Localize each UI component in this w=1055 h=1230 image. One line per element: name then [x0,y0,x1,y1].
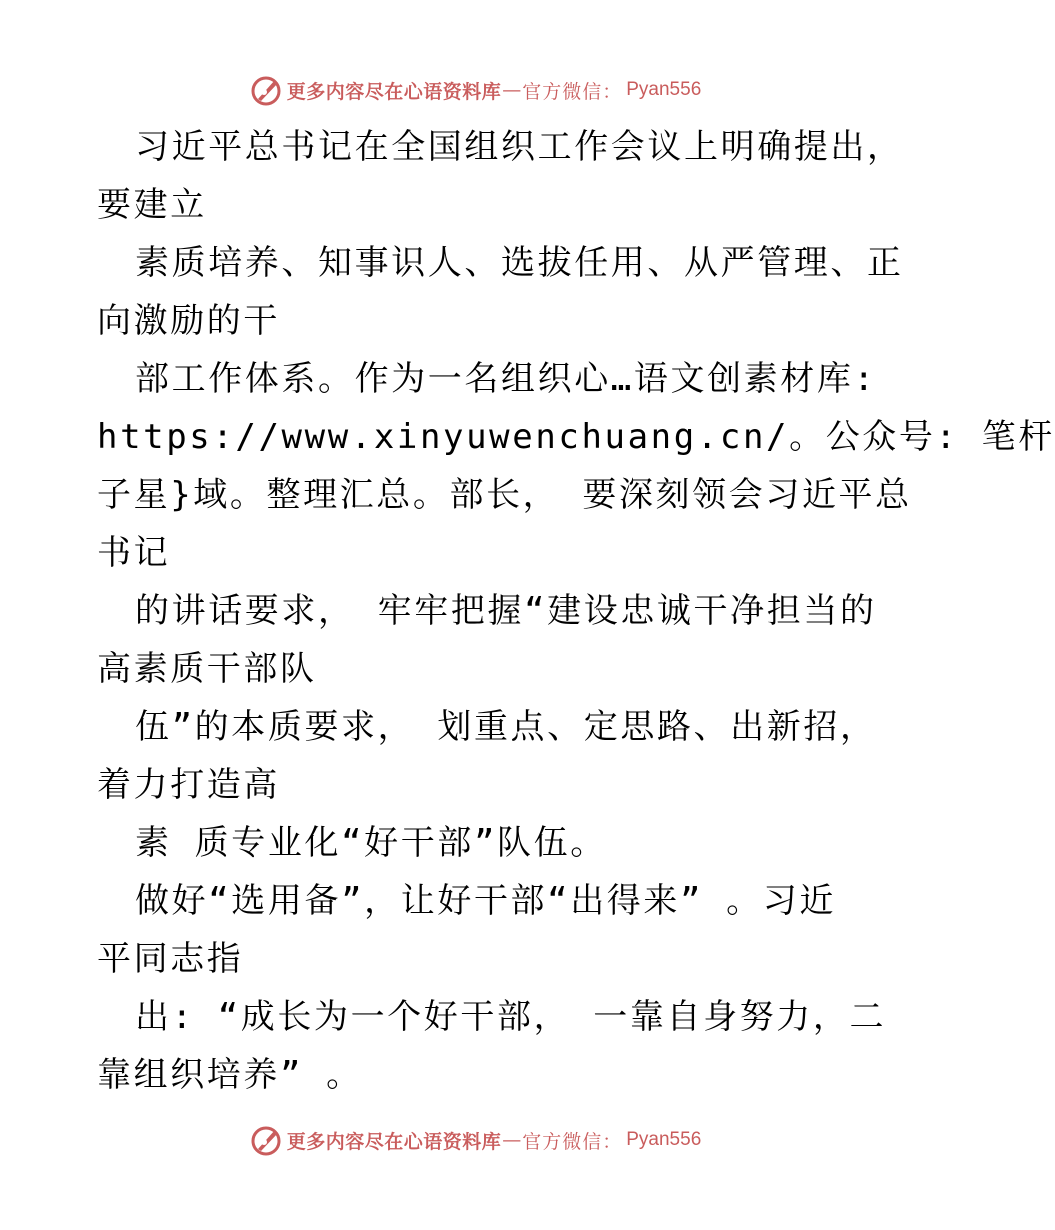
body-line: 出: “成长为一个好干部， 一靠自身努力，二 [135,997,887,1037]
banner-wechat-label: 官方微信： [522,1130,623,1153]
body-line: 着力打造高 [97,765,280,805]
banner-wechat-label: 官方微信： [522,80,623,103]
body-line: 要建立 [97,185,207,225]
body-line: 向激励的干 [97,301,280,341]
body-line: 子星}域。整理汇总。部长， 要深刻领会习近平总 [97,475,912,515]
body-line: 靠组织培养” 。 [97,1055,363,1095]
banner-wechat-id: Pyan556 [626,79,702,100]
banner-separator: — [502,79,522,101]
body-line: https://www.xinyuwenchuang.cn/。公众号: 笔杆 [97,417,1055,457]
quill-logo-icon [249,1123,283,1157]
body-line: 素质培养、知事识人、选拔任用、从严管理、正 [135,243,904,283]
body-line: 素 质专业化“好干部”队伍。 [135,823,607,863]
banner-wechat-id: Pyan556 [626,1129,702,1150]
banner-site-text: 更多内容尽在心语资料库 [286,1130,502,1153]
banner-site-text: 更多内容尽在心语资料库 [286,80,502,103]
body-line: 书记 [97,533,171,573]
header-banner [0,70,950,110]
footer-banner [0,1120,950,1160]
body-line: 高素质干部队 [97,649,317,689]
document-body [97,118,1055,1104]
body-line: 平同志指 [97,939,244,979]
body-line: 的讲话要求， 牢牢把握“建设忠诚干净担当的 [135,591,877,631]
quill-logo-icon [249,73,283,107]
body-line: 做好“选用备”，让好干部“出得来” 。习近 [135,881,836,921]
banner-separator: — [502,1129,522,1151]
body-line: 伍”的本质要求， 划重点、定思路、出新招， [135,707,877,747]
body-line: 部工作体系。作为一名组织心…语文创素材库: [135,359,877,399]
body-line: 习近平总书记在全国组织工作会议上明确提出， [135,127,904,167]
